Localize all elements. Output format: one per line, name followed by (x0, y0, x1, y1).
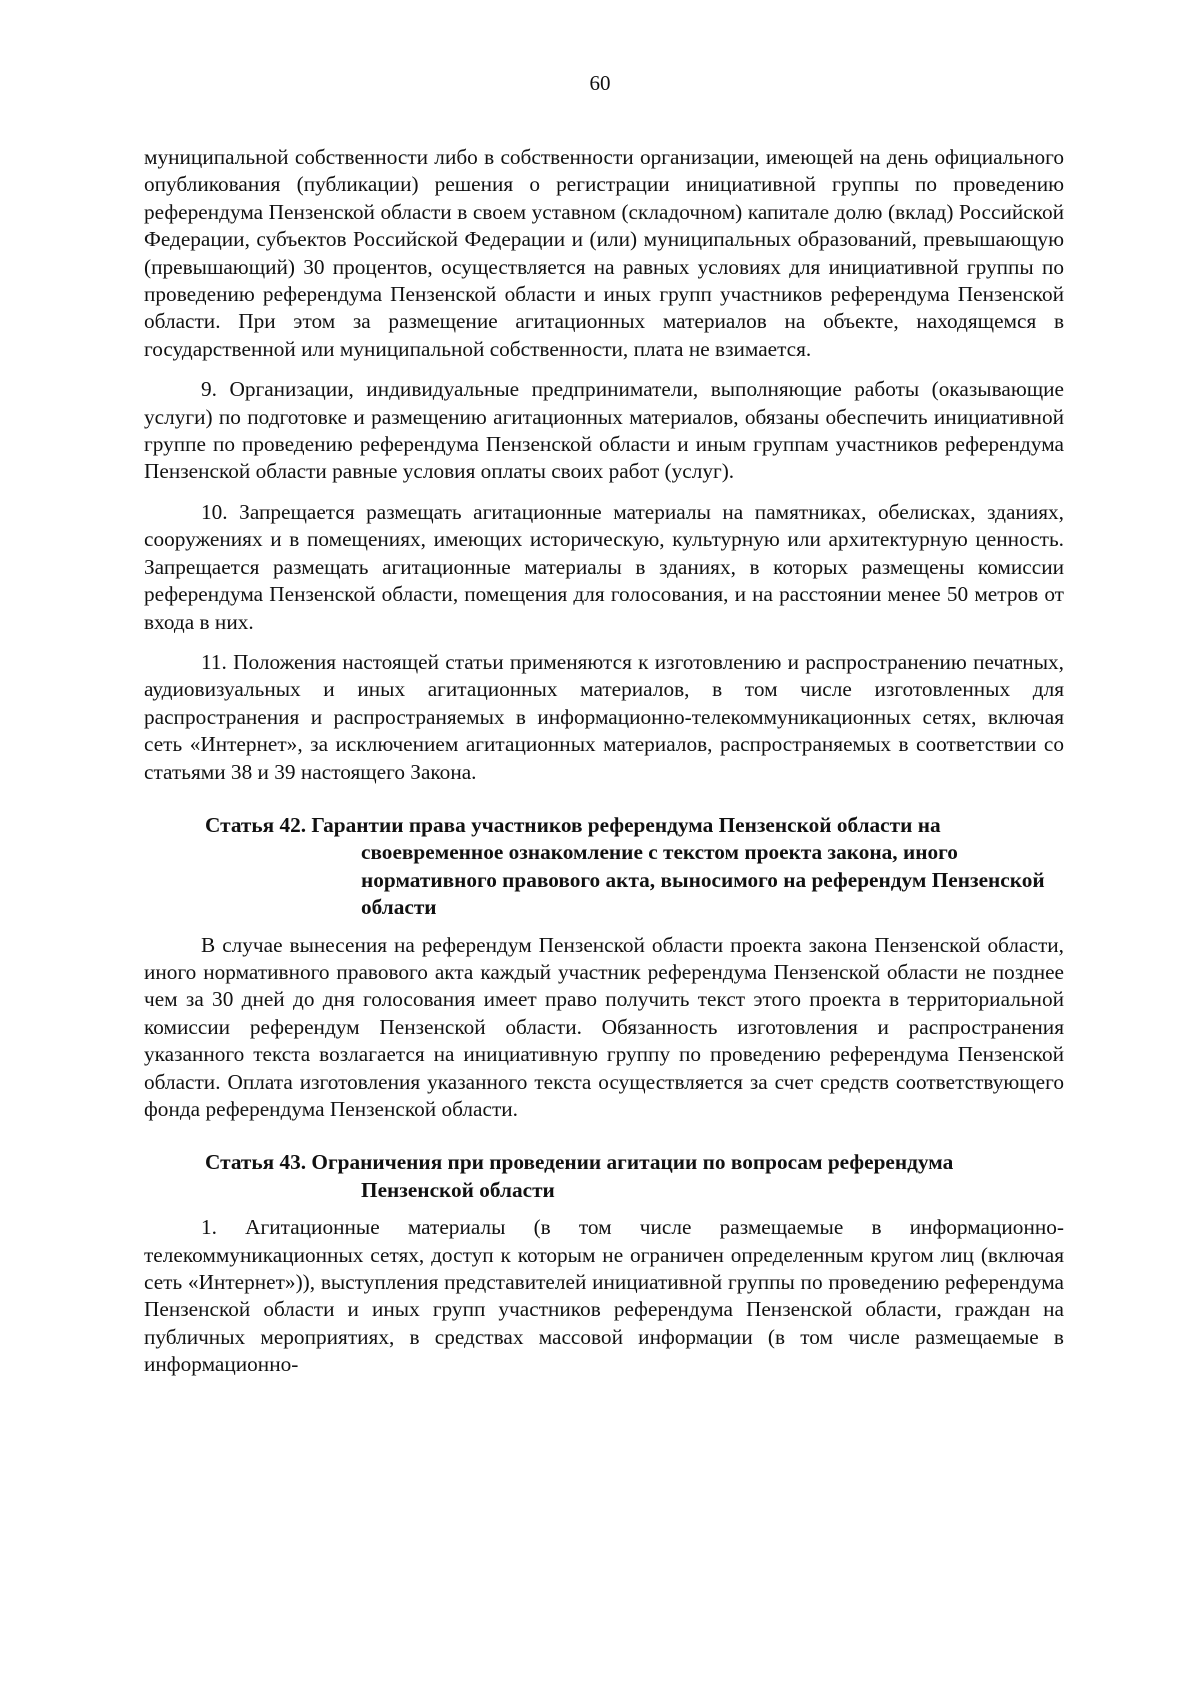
article-43-paragraph-1: 1. Агитационные материалы (в том числе размещаемые в информационно-телекоммуникационных сетях, доступ к которым не ограничен определенным кругом лиц (включая сеть «Интернет»)), выступления представителей инициативной группы по проведению референдума Пензенской области и иных групп участников референдума Пензенской области, граждан на публичных мероприятиях, в средствах массовой информации (в том числе размещаемые в информационно- (144, 1215, 1064, 1377)
paragraph-continuation: муниципальной собственности либо в собственности организации, имеющей на день официального опубликования (публикации) решения о регистрации инициативной группы по проведению референдума Пензенской области в своем уставном (складочном) капитале долю (вклад) Российской Федерации, субъектов Российской Федерации и (или) муниципальных образований, превышающую (превышающий) 30 процентов, осуществляется на равных условиях для инициативной группы по проведению референдума Пензенской области и иных групп участников референдума Пензенской области. При этом за размещение агитационных материалов на объекте, находящемся в государственной или муниципальной собственности, плата не взимается. (144, 145, 1064, 361)
article-43-heading: Статья 43. Ограничения при проведении агитации по вопросам референдума Пензенской области (205, 1150, 954, 1202)
article-42-body: В случае вынесения на референдум Пензенской области проекта закона Пензенской области, иного нормативного правового акта каждый участник референдума Пензенской области не позднее чем за 30 дней до дня голосования имеет право получить текст этого проекта в территориальной комиссии референдум Пензенской области. Обязанность изготовления и распространения указанного текста возлагается на инициативную группу по проведению референдума Пензенской области. Оплата изготовления указанного текста осуществляется за счет средств соответствующего фонда референдума Пензенской области. (144, 932, 1064, 1121)
article-42-heading: Статья 42. Гарантии права участников референдума Пензенской области на своевременное ознакомление с текстом проекта закона, иного нормативного правового акта, выносимого на референдум Пензенской области (205, 812, 1045, 920)
paragraph-9: 9. Организации, индивидуальные предприниматели, выполняющие работы (оказывающие услуги) по подготовке и размещению агитационных материалов, обязаны обеспечить инициативной группе по проведению референдума Пензенской области и иным группам участников референдума Пензенской области равные условия оплаты своих работ (услуг). (144, 377, 1064, 484)
paragraph-10: 10. Запрещается размещать агитационные материалы на памятниках, обелисках, зданиях, сооружениях и в помещениях, имеющих историческую, культурную или архитектурную ценность. Запрещается размещать агитационные материалы в зданиях, в которых размещены комиссии референдума Пензенской области, помещения для голосования, и на расстоянии менее 50 метров от входа в них. (144, 499, 1064, 634)
paragraph-11: 11. Положения настоящей статьи применяются к изготовлению и распространению печатных, аудиовизуальных и иных агитационных материалов, в том числе изготовленных для распространения и распространяемых в информационно-телекоммуникационных сетях, включая сеть «Интернет», за исключением агитационных материалов, распространяемых в соответствии со статьями 38 и 39 настоящего Закона. (144, 649, 1064, 784)
document-body (144, 144, 1064, 1379)
page-number: 60 (589, 71, 611, 95)
